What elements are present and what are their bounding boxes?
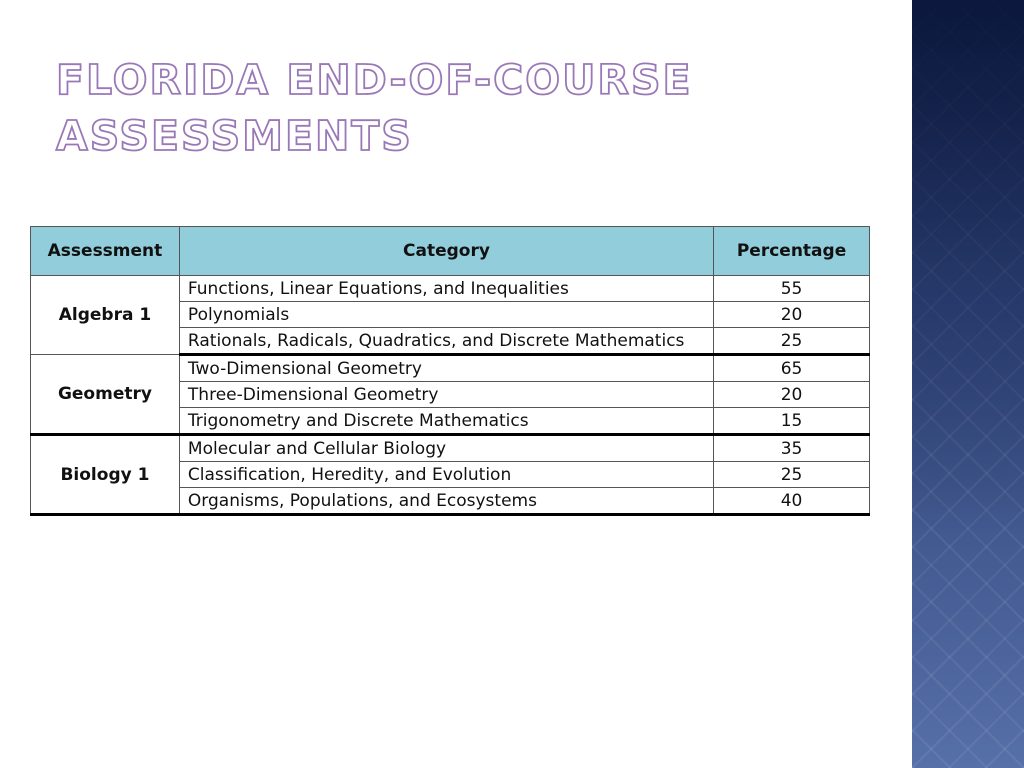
assessment-cell-biology-1: Biology 1 (31, 435, 180, 515)
percentage-cell: 55 (714, 276, 870, 302)
percentage-cell: 65 (714, 355, 870, 382)
category-cell: Trigonometry and Discrete Mathematics (179, 408, 713, 435)
title-line-1: FLORIDA END-OF-COURSE (56, 56, 693, 104)
table-row (31, 435, 870, 462)
table-row (31, 355, 870, 382)
percentage-cell: 40 (714, 488, 870, 515)
category-cell: Organisms, Populations, and Ecosystems (179, 488, 713, 515)
category-cell: Classification, Heredity, and Evolution (179, 462, 713, 488)
category-cell: Functions, Linear Equations, and Inequalities (179, 276, 713, 302)
header-percentage: Percentage (714, 227, 870, 276)
percentage-cell: 20 (714, 382, 870, 408)
assessment-cell-geometry: Geometry (31, 355, 180, 435)
percentage-cell: 20 (714, 302, 870, 328)
header-category: Category (179, 227, 713, 276)
category-cell: Molecular and Cellular Biology (179, 435, 713, 462)
category-cell: Polynomials (179, 302, 713, 328)
assessment-cell-algebra-1: Algebra 1 (31, 276, 180, 355)
title-line-2: ASSESSMENTS (56, 112, 413, 160)
percentage-cell: 15 (714, 408, 870, 435)
percentage-cell: 25 (714, 462, 870, 488)
slide-title (56, 52, 876, 164)
decorative-side-panel (912, 0, 1024, 768)
table-row (31, 276, 870, 302)
category-cell: Three-Dimensional Geometry (179, 382, 713, 408)
category-cell: Rationals, Radicals, Quadratics, and Discrete Mathematics (179, 328, 713, 355)
percentage-cell: 35 (714, 435, 870, 462)
category-cell: Two-Dimensional Geometry (179, 355, 713, 382)
table-header-row (31, 227, 870, 276)
assessment-table (30, 226, 870, 516)
percentage-cell: 25 (714, 328, 870, 355)
header-assessment: Assessment (31, 227, 180, 276)
